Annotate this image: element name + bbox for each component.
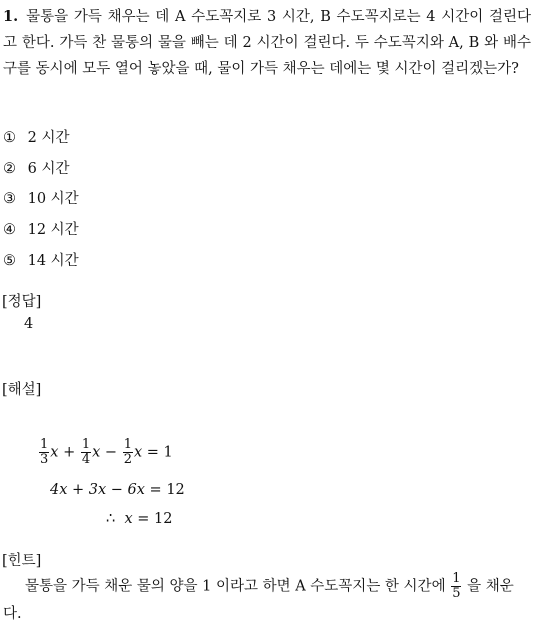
answer-label: [정답] — [2, 294, 42, 310]
equation-2: 4x + 3x − 6x = 12 — [50, 482, 185, 498]
equation-1: $\frac{1}{3}$ x + $\frac{1}{4}$ x − $\frac{1}{2}$ x = 1 — [40, 437, 173, 467]
fraction: $\frac{1}{3}$ — [40, 437, 49, 467]
choice-text: 10 시간 — [27, 191, 79, 208]
choice-mark: ④ — [3, 222, 16, 239]
choice-text: 14 시간 — [27, 252, 79, 269]
therefore-symbol: ∴ — [106, 511, 116, 527]
explanation-label: [해설] — [2, 382, 42, 398]
hint-text: 물통을 가득 채운 물의 양을 1 이라고 하면 A 수도꼭지는 한 시간에 $\frac{1}{5}$ 을 채운다. — [3, 571, 514, 622]
choice-text: 6 시간 — [27, 160, 70, 177]
problem-number: 1. — [3, 8, 19, 25]
fraction: $\frac{1}{2}$ — [123, 437, 132, 467]
choice-mark: ② — [3, 160, 16, 177]
choice-5[interactable] — [3, 246, 79, 277]
choice-text: 12 시간 — [27, 222, 79, 239]
choice-4[interactable] — [3, 215, 79, 246]
problem-text: 물통을 가득 채우는 데 A 수도꼭지로 3 시간, B 수도꼭지로는 4 시간이 걸린다고 한다. 가득 찬 물통의 물을 빼는 데 2 시간이 걸린다. 두 수도꼭지와 A, B 와 배수구를 동시에 모두 열어 놓았을 때, 물이 가득 채우는 데에는 몇 시간이 걸리겠는가? — [3, 9, 531, 77]
answer-value: 4 — [24, 316, 34, 332]
hint-fraction: $\frac{1}{5}$ — [452, 571, 461, 601]
choice-mark: ① — [3, 130, 16, 146]
choice-1[interactable] — [3, 123, 79, 154]
choice-list — [3, 123, 79, 276]
choice-text: 2 시간 — [27, 130, 70, 146]
problem-statement — [3, 4, 531, 82]
equation-3: ∴ x = 12 — [106, 511, 173, 527]
hint-label: [힌트] — [2, 553, 42, 569]
choice-3[interactable] — [3, 184, 79, 215]
fraction: $\frac{1}{4}$ — [81, 437, 91, 467]
choice-mark: ③ — [3, 191, 16, 208]
choice-mark: ⑤ — [3, 252, 16, 269]
choice-2[interactable] — [3, 154, 79, 185]
